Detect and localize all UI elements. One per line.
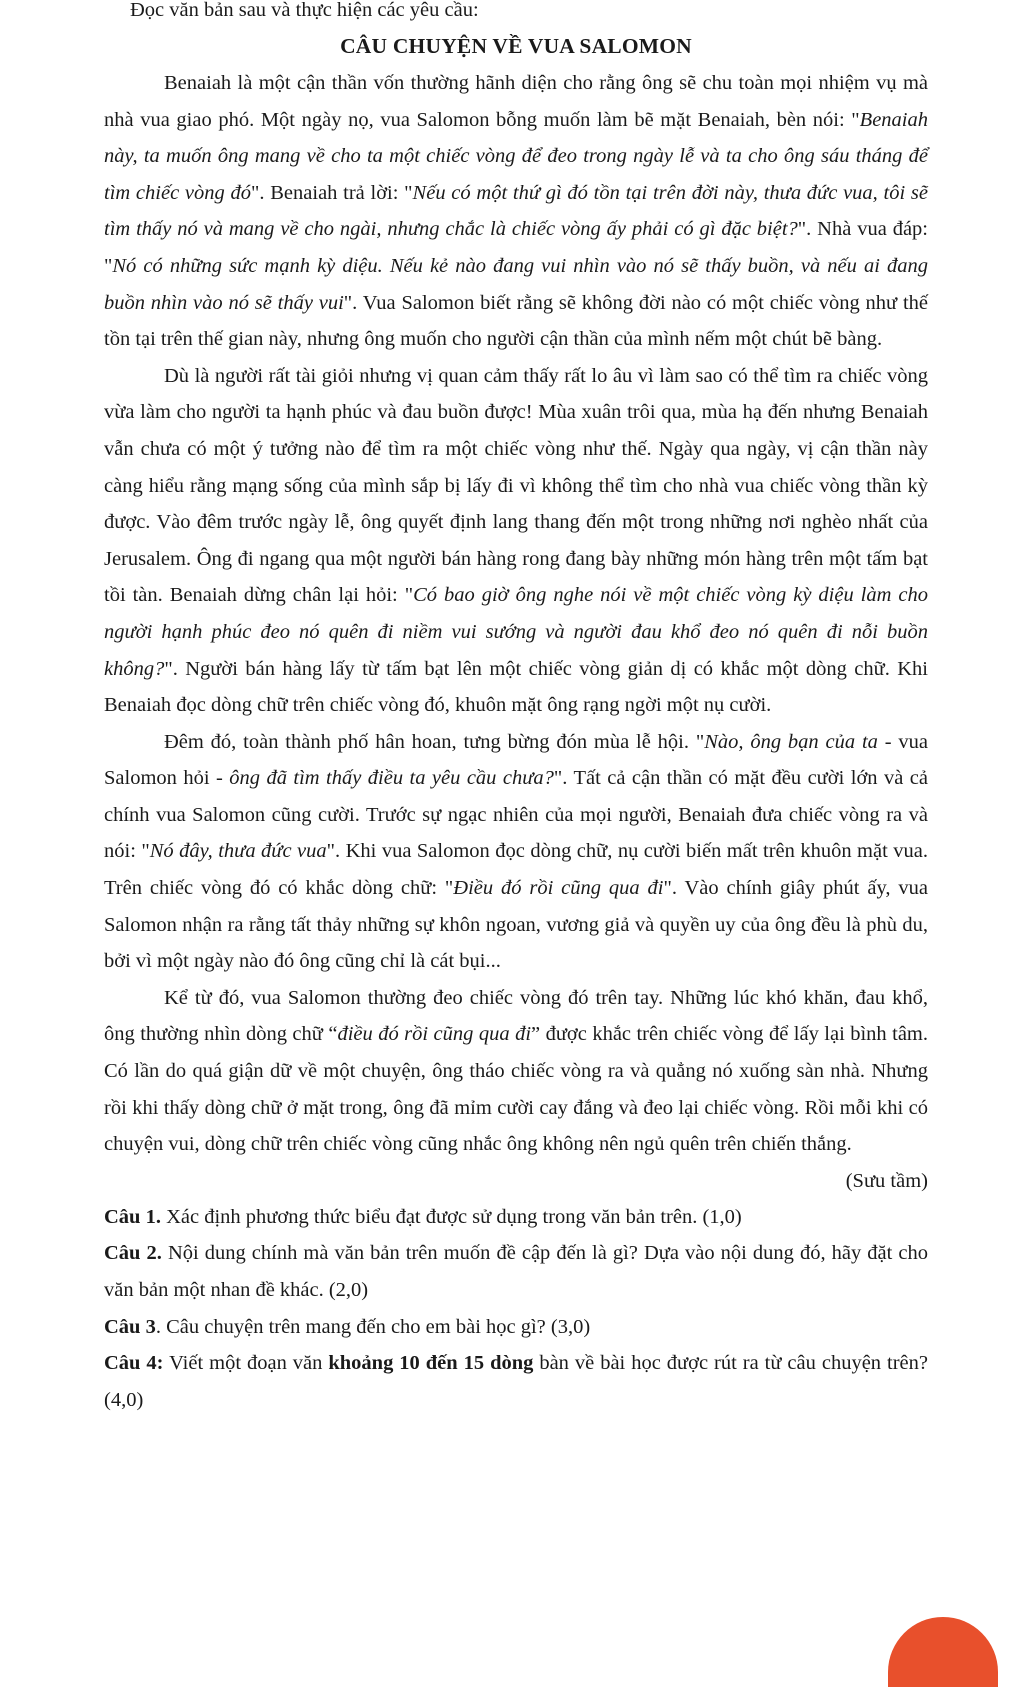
question-4-label: Câu 4: [104, 1352, 164, 1375]
p4-quote-inscription: điều đó rồi cũng qua đi [337, 1023, 532, 1046]
p3-quote-a: Nào, ông bạn của ta [704, 730, 878, 753]
story-title: CÂU CHUYỆN VỀ VUA SALOMON [340, 34, 692, 58]
question-4 [104, 1345, 928, 1418]
p3-quote-inscription: Điều đó rồi cũng qua đi [453, 877, 664, 900]
paragraph-1 [104, 65, 928, 358]
question-2 [104, 1235, 928, 1308]
p1-text-g: ". Vua Salomon biết rằng sẽ không đời nào có một chiếc vòng như thế tồn tại trên thế gian này, nhưng ông muốn cho người cận thần của mình nếm một chút bẽ bàng. [104, 291, 929, 351]
instruction-text: Đọc văn bản sau và thực hiện các yêu cầu: [130, 0, 479, 21]
question-3-text: . Câu chuyện trên mang đến cho em bài học gì? (3,0) [155, 1315, 591, 1338]
p2-text-a: Dù là người rất tài giỏi nhưng vị quan cảm thấy rất lo âu vì làm sao có thể tìm ra chiếc vòng vừa làm cho người ta hạnh phúc và đau buồn được! Mùa xuân trôi qua, mùa hạ đến nhưng Benaiah vẫn chưa có một ý tưởng nào để tìm ra một chiếc vòng như thế. Ngày qua ngày, vị cận thần này càng hiểu rằng mạng sống của mình sắp bị lấy đi vì không thể tìm cho nhà vua chiếc vòng thần kỳ được. Vào đêm trước ngày lễ, ông quyết định lang thang đến một trong những nơi nghèo nhất của Jerusalem. Ông đi ngang qua một người bán hàng rong đang bày những món hàng trên một tấm bạt tồi tàn. Benaiah dừng chân lại hỏi: " [104, 364, 928, 607]
p1-quote-benaiah-reply: Nếu có một thứ gì đó tồn tại trên đời này, thưa đức vua, tôi sẽ tìm thấy nó và mang về cho ngài, nhưng chắc là chiếc vòng ấy phải có gì đặc biệt? [104, 181, 928, 241]
question-1-label: Câu 1. [104, 1205, 161, 1228]
p3-text-i: ". Vào chính giây phút ấy, vua Salomon nhận ra rằng tất thảy những sự khôn ngoan, vương giả và quyền uy của ông đều là phù du, bởi vì một ngày nào đó ông cũng chỉ là cát bụi... [104, 877, 928, 973]
p3-text-e: ". Tất cả cận thần có mặt đều cười lớn và cả chính vua Salomon cũng cười. Trước sự ngạc nhiên của mọi người, Benaiah đưa chiếc vòng ra và nói: " [104, 767, 928, 863]
question-4-text-a: Viết một đoạn văn [163, 1352, 329, 1375]
p3-text-c: - vua Salomon hỏi - [104, 730, 928, 790]
source-note: (Sưu tầm) [845, 1169, 928, 1192]
question-2-label: Câu 2. [104, 1242, 162, 1265]
question-1-text: Xác định phương thức biểu đạt được sử dụng trong văn bản trên. (1,0) [160, 1205, 742, 1228]
p1-quote-king-answer: Nó có những sức mạnh kỳ diệu. Nếu kẻ nào đang vui nhìn vào nó sẽ thấy buồn, và nếu ai đang buồn nhìn vào nó sẽ thấy vui [104, 254, 928, 314]
p4-text-a: Kể từ đó, vua Salomon thường đeo chiếc vòng đó trên tay. Những lúc khó khăn, đau khổ, ông thường nhìn dòng chữ “ [104, 986, 928, 1046]
p4-text-c: ” được khắc trên chiếc vòng để lấy lại bình tâm. Có lần do quá giận dữ về một chuyện, ông tháo chiếc vòng ra và quẳng nó xuống sàn nhà. Nhưng rồi khi thấy dòng chữ ở mặt trong, ông đã mỉm cười cay đắng và đeo lại chiếc vòng. Rồi mỗi khi có chuyện vui, dòng chữ trên chiếc vòng cũng nhắc ông không nên ngủ quên trên chiến thắng. [104, 1023, 929, 1156]
question-2-text: Nội dung chính mà văn bản trên muốn đề cập đến là gì? Dựa vào nội dung đó, hãy đặt cho văn bản một nhan đề khác. (2,0) [104, 1242, 928, 1301]
p1-text-e: ". Nhà vua đáp: " [104, 218, 928, 277]
p3-quote-c: Nó đây, thưa đức vua [149, 840, 327, 863]
question-1 [104, 1199, 928, 1236]
paragraph-4 [104, 980, 928, 1163]
p1-text-a: Benaiah là một cận thần vốn thường hãnh diện cho rằng ông sẽ chu toàn mọi nhiệm vụ mà nhà vua giao phó. Một ngày nọ, vua Salomon bỗng muốn làm bẽ mặt Benaiah, bèn nói: " [104, 72, 928, 131]
p3-quote-b: ông đã tìm thấy điều ta yêu cầu chưa? [229, 767, 554, 790]
question-3 [104, 1309, 928, 1346]
p3-text-g: ". Khi vua Salomon đọc dòng chữ, nụ cười biến mất trên khuôn mặt vua. Trên chiếc vòng đó có khắc dòng chữ: " [104, 840, 928, 900]
p1-text-c: ". Benaiah trả lời: " [251, 181, 413, 204]
question-4-text-b: bàn về bài học được rút ra từ câu chuyện trên? (4,0) [104, 1352, 928, 1411]
p2-text-c: ". Người bán hàng lấy từ tấm bạt lên một chiếc vòng giản dị có khắc một dòng chữ. Khi Benaiah đọc dòng chữ trên chiếc vòng đó, khuôn mặt ông rạng ngời một nụ cười. [104, 657, 928, 717]
p1-quote-king-request: Benaiah này, ta muốn ông mang về cho ta một chiếc vòng để đeo trong ngày lễ và ta cho ông sáu tháng để tìm chiếc vòng đó [104, 108, 928, 204]
p3-text-a: Đêm đó, toàn thành phố hân hoan, tưng bừng đón mùa lễ hội. " [164, 730, 705, 753]
question-4-bold-length: khoảng 10 đến 15 dòng [328, 1352, 534, 1375]
paragraph-2 [104, 358, 928, 724]
question-3-label: Câu 3 [104, 1315, 156, 1338]
paragraph-3 [104, 724, 928, 980]
p2-quote-question: Có bao giờ ông nghe nói về một chiếc vòng kỳ diệu làm cho người hạnh phúc đeo nó quên đi niềm vui sướng và người đau khổ đeo nó quên đi nỗi buồn không? [104, 584, 928, 680]
